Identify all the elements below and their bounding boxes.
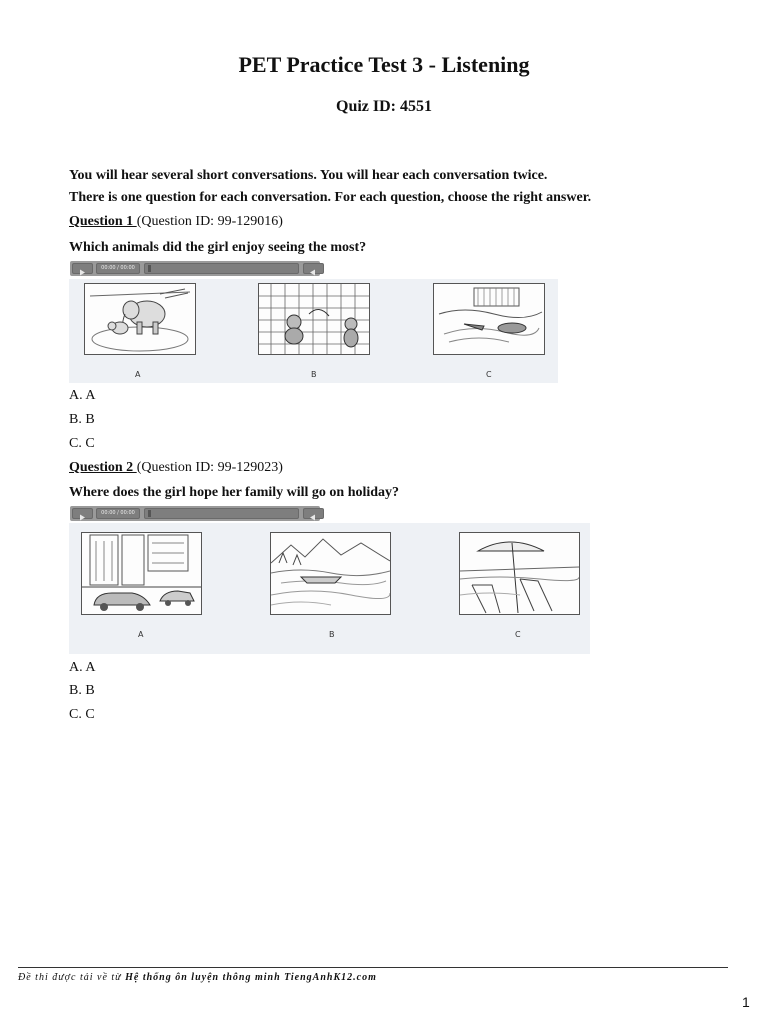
question-1-pictures <box>69 279 558 383</box>
picture-label-a: A <box>135 370 141 379</box>
time-display: 00:00 / 00:00 <box>96 263 140 274</box>
picture-b <box>258 283 370 355</box>
picture-label-c: C <box>486 370 492 379</box>
play-icon <box>73 268 92 277</box>
gorilla-cage-picture <box>259 284 369 354</box>
question-1-text: Which animals did the girl enjoy seeing the most? <box>69 240 367 255</box>
instruction-line-2: There is one question for each conversation. For each question, choose the right answer. <box>69 190 592 205</box>
question-2-header <box>69 460 283 476</box>
play-button[interactable] <box>72 263 93 274</box>
seek-bar[interactable] <box>144 508 299 519</box>
volume-button[interactable] <box>303 263 324 274</box>
question-2-option-c: C. C <box>69 707 95 722</box>
question-2-pictures <box>69 523 590 654</box>
city-street-picture <box>82 533 201 614</box>
footer-site: Hệ thống ôn luyện thông minh TiengAnhK12.com <box>125 972 377 983</box>
beach-picture <box>460 533 579 614</box>
footer-text <box>18 972 377 983</box>
time-display: 00:00 / 00:00 <box>96 508 140 519</box>
page-number: 1 <box>742 994 750 1010</box>
question-2-id: (Question ID: 99-129023) <box>136 460 283 475</box>
question-1-option-b: B. B <box>69 412 95 427</box>
volume-icon <box>304 513 323 522</box>
picture-label-b: B <box>329 630 335 639</box>
question-2-label: Question 2 <box>69 460 137 475</box>
footer-divider <box>18 967 728 968</box>
question-2-option-b: B. B <box>69 683 95 698</box>
footer-prefix: Đề thi được tải về từ <box>18 972 126 983</box>
page-title: PET Practice Test 3 - Listening <box>238 52 530 77</box>
question-1-header <box>69 214 283 230</box>
question-1-option-a: A. A <box>69 388 96 403</box>
seek-bar[interactable] <box>144 263 299 274</box>
picture-b <box>270 532 391 615</box>
mountain-lake-picture <box>271 533 390 614</box>
picture-c <box>459 532 580 615</box>
picture-label-c: C <box>515 630 521 639</box>
question-1-option-c: C. C <box>69 436 95 451</box>
audio-player-1 <box>70 261 320 276</box>
play-icon <box>73 513 92 522</box>
elephant-picture <box>85 284 195 354</box>
picture-c <box>433 283 545 355</box>
question-1-label: Question 1 <box>69 214 137 229</box>
volume-icon <box>304 268 323 277</box>
picture-label-a: A <box>138 630 144 639</box>
quiz-id: Quiz ID: 4551 <box>336 98 432 115</box>
question-2-text: Where does the girl hope her family will go on holiday? <box>69 485 400 500</box>
picture-a <box>84 283 196 355</box>
volume-button[interactable] <box>303 508 324 519</box>
audio-player-2 <box>70 506 320 521</box>
picture-a <box>81 532 202 615</box>
picture-label-b: B <box>311 370 317 379</box>
instruction-line-1: You will hear several short conversations. You will hear each conversation twice. <box>69 168 548 183</box>
question-1-id: (Question ID: 99-129016) <box>136 214 283 229</box>
play-button[interactable] <box>72 508 93 519</box>
question-2-option-a: A. A <box>69 660 96 675</box>
crocodile-pool-picture <box>434 284 544 354</box>
